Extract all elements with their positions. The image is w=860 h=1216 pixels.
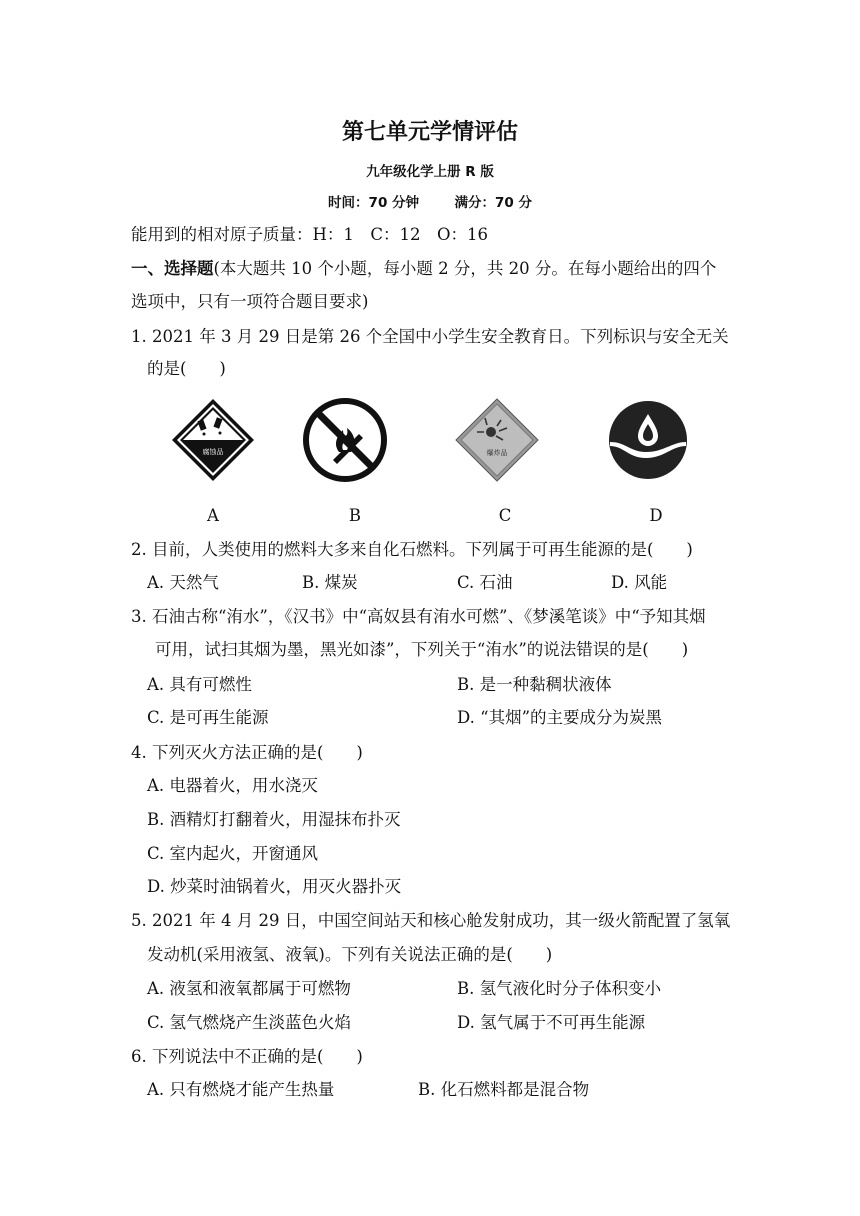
q2-stem: 2. 目前，人类使用的燃料大多来自化石燃料。下列属于可再生能源的是( ) (131, 540, 693, 559)
explosive-sign-icon (455, 398, 539, 482)
q6-stem: 6. 下列说法中不正确的是( ) (131, 1047, 363, 1066)
q5-stem-line2: 发动机(采用液氢、液氧)。下列有关说法正确的是( ) (147, 945, 553, 964)
q4-stem: 4. 下列灭火方法正确的是( ) (131, 743, 363, 762)
q4-option-b: B. 酒精灯打翻着火，用湿抹布扑灭 (147, 810, 401, 829)
time-limit: 时间：70 分钟 (328, 195, 420, 211)
sign-label-a: A (207, 506, 219, 525)
q3-option-b: B. 是一种黏稠状液体 (457, 675, 612, 694)
subtitle: 九年级化学上册 R 版 (366, 164, 494, 180)
q5-option-d: D. 氢气属于不可再生能源 (457, 1013, 646, 1032)
q1-stem-line2: 的是( ) (147, 359, 226, 378)
atomic-mass-note: 能用到的相对原子质量：H：1 C：12 O：16 (131, 225, 489, 244)
section1-heading (131, 258, 716, 280)
sign-label-d: D (649, 506, 663, 525)
q5-stem-line1: 5. 2021 年 4 月 29 日，中国空间站天和核心舱发射成功，其一级火箭配置了氢氧 (131, 911, 731, 930)
q3-option-d: D. “其烟”的主要成分为炭黑 (457, 708, 663, 727)
corrosive-sign-text: 腐蚀品 (202, 448, 224, 456)
q4-option-d: D. 炒菜时油锅着火，用灭火器扑灭 (147, 877, 402, 896)
q5-option-b: B. 氢气液化时分子体积变小 (457, 979, 662, 998)
q6-option-a: A. 只有燃烧才能产生热量 (147, 1080, 335, 1099)
section1-title: 一、选择题 (131, 259, 214, 278)
water-saving-sign-icon (606, 398, 690, 482)
sign-label-c: C (498, 506, 512, 525)
sign-label-b: B (348, 506, 362, 525)
q4-option-a: A. 电器着火，用水浇灭 (147, 776, 318, 795)
explosive-sign-text: 爆炸品 (486, 449, 508, 457)
section1-desc: (本大题共 10 个小题，每小题 2 分，共 20 分。在每小题给出的四个 (213, 259, 717, 278)
q3-option-a: A. 具有可燃性 (147, 675, 252, 694)
q3-stem-line2: 可用，试扫其烟为墨，黑光如漆”，下列关于“洧水”的说法错误的是( ) (155, 640, 689, 659)
page-title: 第七单元学情评估 (341, 120, 518, 145)
q2-option-d: D. 风能 (611, 573, 668, 592)
q2-option-c: C. 石油 (457, 573, 513, 592)
q2-option-b: B. 煤炭 (302, 573, 358, 592)
full-score: 满分：70 分 (454, 195, 532, 211)
q2-option-a: A. 天然气 (147, 573, 219, 592)
section1-desc-cont: 选项中，只有一项符合题目要求) (131, 292, 369, 311)
q1-stem-line1: 1. 2021 年 3 月 29 日是第 26 个全国中小学生安全教育日。下列标识与安全无关 (131, 327, 729, 346)
no-fire-sign-icon (303, 398, 387, 482)
q3-stem-line1: 3. 石油古称“洧水”，《汉书》中“高奴县有洧水可燃”、《梦溪笔谈》中“予知其烟 (131, 607, 706, 626)
q6-option-b: B. 化石燃料都是混合物 (418, 1080, 590, 1099)
q5-option-c: C. 氢气燃烧产生淡蓝色火焰 (147, 1013, 352, 1032)
q3-option-c: C. 是可再生能源 (147, 708, 269, 727)
exam-info (0, 191, 860, 211)
q4-option-c: C. 室内起火，开窗通风 (147, 844, 319, 863)
q5-option-a: A. 液氢和液氧都属于可燃物 (147, 979, 351, 998)
corrosive-sign-icon (171, 398, 255, 482)
